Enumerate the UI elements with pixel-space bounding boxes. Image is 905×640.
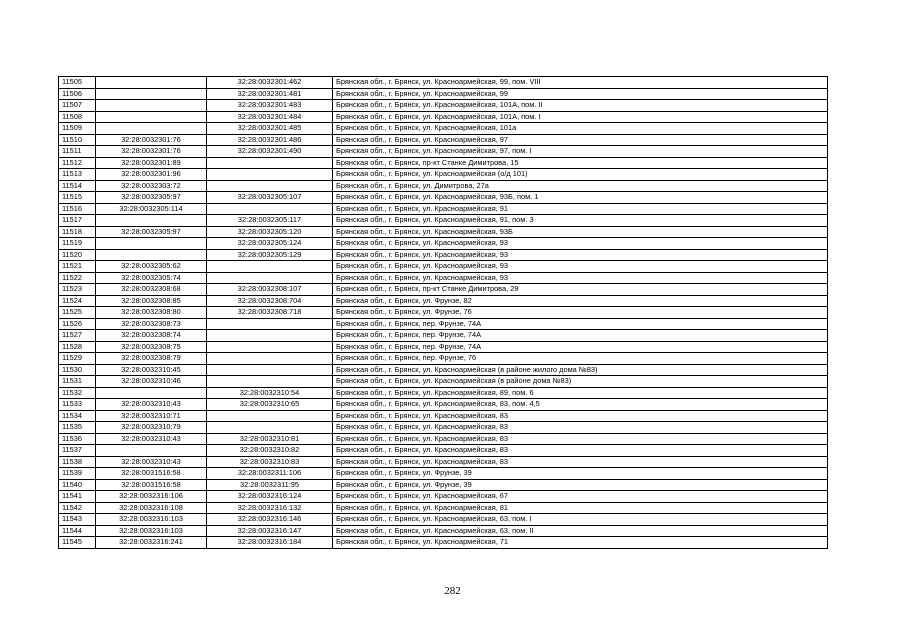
address-cell: Брянская обл., г. Брянск, пер. Фрунзе, 74А	[333, 330, 828, 342]
cadastral-parcel-cell: 32:28:0032301:76	[96, 146, 207, 158]
cadastral-parcel-cell: 32:28:0032310:45	[96, 364, 207, 376]
table-row	[59, 433, 828, 445]
cadastral-parcel-cell	[96, 238, 207, 250]
address-cell: Брянская обл., г. Брянск, ул. Красноармейская, 71	[333, 537, 828, 549]
cadastral-parcel-cell	[96, 215, 207, 227]
cadastral-parcel-cell: 32:28:0032305:97	[96, 192, 207, 204]
cadastral-object-cell: 32:28:0032305:120	[207, 226, 333, 238]
row-number-cell: 11516	[59, 203, 96, 215]
row-number-cell: 11506	[59, 88, 96, 100]
row-number-cell: 11519	[59, 238, 96, 250]
address-cell: Брянская обл., г. Брянск, ул. Димитрова, 27а	[333, 180, 828, 192]
table-row	[59, 330, 828, 342]
table-row	[59, 422, 828, 434]
cadastral-parcel-cell: 32:28:0032308:68	[96, 284, 207, 296]
row-number-cell: 11527	[59, 330, 96, 342]
cadastral-object-cell: 32:28:0032308:718	[207, 307, 333, 319]
cadastral-parcel-cell: 32:28:0032303:72	[96, 180, 207, 192]
table-row	[59, 157, 828, 169]
cadastral-parcel-cell	[96, 445, 207, 457]
table-row	[59, 456, 828, 468]
table-row	[59, 341, 828, 353]
address-cell: Брянская обл., г. Брянск, ул. Красноармейская, 93	[333, 261, 828, 273]
table-row	[59, 192, 828, 204]
page-number: 282	[444, 585, 461, 597]
table-row	[59, 445, 828, 457]
row-number-cell: 11534	[59, 410, 96, 422]
cadastral-object-cell	[207, 376, 333, 388]
cadastral-object-cell: 32:28:0032301:481	[207, 88, 333, 100]
address-cell: Брянская обл., г. Брянск, пер. Фрунзе, 74А	[333, 341, 828, 353]
row-number-cell: 11542	[59, 502, 96, 514]
table-row	[59, 502, 828, 514]
row-number-cell: 11543	[59, 514, 96, 526]
cadastral-parcel-cell: 32:28:0032310:71	[96, 410, 207, 422]
address-cell: Брянская обл., г. Брянск, ул. Красноармейская, 93	[333, 238, 828, 250]
cadastral-object-cell: 32:28:0032316:124	[207, 491, 333, 503]
cadastral-parcel-cell: 32:28:0032308:79	[96, 353, 207, 365]
row-number-cell: 11528	[59, 341, 96, 353]
table-row	[59, 123, 828, 135]
row-number-cell: 11523	[59, 284, 96, 296]
cadastral-object-cell	[207, 410, 333, 422]
address-cell: Брянская обл., г. Брянск, ул. Красноармейская, 81	[333, 502, 828, 514]
table-row	[59, 479, 828, 491]
cadastral-object-cell	[207, 341, 333, 353]
cadastral-object-cell: 32:28:0032310:81	[207, 433, 333, 445]
address-cell: Брянская обл., г. Брянск, ул. Красноармейская, 99	[333, 88, 828, 100]
table-row	[59, 249, 828, 261]
table-row	[59, 100, 828, 112]
address-cell: Брянская обл., г. Брянск, ул. Красноармейская, 101а	[333, 123, 828, 135]
row-number-cell: 11508	[59, 111, 96, 123]
cadastral-object-cell: 32:28:0032305:107	[207, 192, 333, 204]
cadastral-parcel-cell: 32:28:0032308:80	[96, 307, 207, 319]
cadastral-object-cell	[207, 364, 333, 376]
cadastral-object-cell	[207, 272, 333, 284]
cadastral-parcel-cell: 32:28:0032305:97	[96, 226, 207, 238]
row-number-cell: 11510	[59, 134, 96, 146]
cadastral-parcel-cell	[96, 88, 207, 100]
table-row	[59, 215, 828, 227]
cadastral-parcel-cell: 32:28:0032308:74	[96, 330, 207, 342]
address-cell: Брянская обл., г. Брянск, ул. Фрунзе, 82	[333, 295, 828, 307]
cadastral-object-cell	[207, 169, 333, 181]
table-row	[59, 77, 828, 89]
address-cell: Брянская обл., г. Брянск, ул. Красноармейская (в районе дома №83)	[333, 376, 828, 388]
cadastral-parcel-cell	[96, 387, 207, 399]
table-row	[59, 226, 828, 238]
row-number-cell: 11541	[59, 491, 96, 503]
cadastral-object-cell	[207, 180, 333, 192]
address-cell: Брянская обл., г. Брянск, ул. Красноармейская, 93	[333, 272, 828, 284]
address-cell: Брянская обл., г. Брянск, ул. Красноармейская (в районе жилого дома №83)	[333, 364, 828, 376]
cadastral-object-cell: 32:28:0032301:462	[207, 77, 333, 89]
address-cell: Брянская обл., г. Брянск, ул. Красноармейская, 97	[333, 134, 828, 146]
table-row	[59, 146, 828, 158]
address-cell: Брянская обл., г. Брянск, ул. Красноармейская, 101А, пом. II	[333, 100, 828, 112]
address-cell: Брянская обл., г. Брянск, ул. Красноармейская, 83	[333, 456, 828, 468]
address-cell: Брянская обл., г. Брянск, ул. Красноармейская, 83	[333, 445, 828, 457]
row-number-cell: 11536	[59, 433, 96, 445]
cadastral-object-cell	[207, 318, 333, 330]
cadastral-object-cell: 32:28:0032311:95	[207, 479, 333, 491]
row-number-cell: 11531	[59, 376, 96, 388]
table-row	[59, 537, 828, 549]
address-cell: Брянская обл., г. Брянск, ул. Фрунзе, 39	[333, 479, 828, 491]
address-cell: Брянская обл., г. Брянск, ул. Красноармейская, 97, пом. I	[333, 146, 828, 158]
row-number-cell: 11515	[59, 192, 96, 204]
table-row	[59, 376, 828, 388]
cadastral-object-cell: 32:28:0032316:146	[207, 514, 333, 526]
address-cell: Брянская обл., г. Брянск, ул. Красноармейская, 83	[333, 422, 828, 434]
address-cell: Брянская обл., г. Брянск, пр-кт Станке Димитрова, 15	[333, 157, 828, 169]
cadastral-object-cell	[207, 203, 333, 215]
cadastral-object-cell: 32:28:0032305:117	[207, 215, 333, 227]
cadastral-object-cell: 32:28:0032316:132	[207, 502, 333, 514]
address-cell: Брянская обл., г. Брянск, пер. Фрунзе, 74А	[333, 318, 828, 330]
table-row	[59, 410, 828, 422]
cadastral-parcel-cell: 32:28:0032316:241	[96, 537, 207, 549]
cadastral-object-cell: 32:28:0032310:65	[207, 399, 333, 411]
address-cell: Брянская обл., г. Брянск, ул. Красноармейская, 83	[333, 410, 828, 422]
cadastral-object-cell: 32:28:0032308:704	[207, 295, 333, 307]
address-cell: Брянская обл., г. Брянск, ул. Красноармейская, 93Б, пом. 1	[333, 192, 828, 204]
row-number-cell: 11520	[59, 249, 96, 261]
cadastral-object-cell: 32:28:0032310:83	[207, 456, 333, 468]
address-cell: Брянская обл., г. Брянск, ул. Красноармейская, 63, пом. II	[333, 525, 828, 537]
cadastral-object-cell	[207, 353, 333, 365]
cadastral-object-cell: 32:28:0032305:129	[207, 249, 333, 261]
table-row	[59, 169, 828, 181]
row-number-cell: 11512	[59, 157, 96, 169]
cadastral-object-cell	[207, 261, 333, 273]
cadastral-object-cell: 32:28:0032316:147	[207, 525, 333, 537]
row-number-cell: 11518	[59, 226, 96, 238]
cadastral-parcel-cell: 32:28:0031516:58	[96, 468, 207, 480]
cadastral-object-cell: 32:28:0032301:483	[207, 100, 333, 112]
cadastral-parcel-cell: 32:28:0032301:89	[96, 157, 207, 169]
row-number-cell: 11530	[59, 364, 96, 376]
cadastral-object-cell: 32:28:0032316:184	[207, 537, 333, 549]
row-number-cell: 11533	[59, 399, 96, 411]
cadastral-object-cell: 32:28:0032308:107	[207, 284, 333, 296]
cadastral-object-cell: 32:28:0032310:82	[207, 445, 333, 457]
cadastral-object-cell: 32:28:0032301:484	[207, 111, 333, 123]
cadastral-object-cell: 32:28:0032305:124	[207, 238, 333, 250]
table-row	[59, 134, 828, 146]
row-number-cell: 11539	[59, 468, 96, 480]
cadastral-parcel-cell: 32:28:0032316:108	[96, 502, 207, 514]
table-row	[59, 203, 828, 215]
cadastral-parcel-cell: 32:28:0032305:62	[96, 261, 207, 273]
cadastral-parcel-cell: 32:28:0032316:106	[96, 491, 207, 503]
table-row	[59, 491, 828, 503]
address-cell: Брянская обл., г. Брянск, пер. Фрунзе, 76	[333, 353, 828, 365]
address-cell: Брянская обл., г. Брянск, ул. Красноармейская (о/д 101)	[333, 169, 828, 181]
cadastral-object-cell: 32:28:0032301:486	[207, 134, 333, 146]
cadastral-parcel-cell: 32:28:0032305:114	[96, 203, 207, 215]
cadastral-parcel-cell: 32:28:0031516:58	[96, 479, 207, 491]
table-row	[59, 295, 828, 307]
table-row	[59, 514, 828, 526]
cadastral-object-cell: 32:28:0032311:106	[207, 468, 333, 480]
cadastral-parcel-cell	[96, 123, 207, 135]
table-row	[59, 284, 828, 296]
table-row	[59, 238, 828, 250]
table-row	[59, 468, 828, 480]
cadastral-parcel-cell: 32:28:0032308:85	[96, 295, 207, 307]
row-number-cell: 11517	[59, 215, 96, 227]
address-cell: Брянская обл., г. Брянск, ул. Красноармейская, 89, пом. 6	[333, 387, 828, 399]
address-cell: Брянская обл., г. Брянск, ул. Фрунзе, 39	[333, 468, 828, 480]
cadastral-parcel-cell	[96, 249, 207, 261]
cadastral-parcel-cell: 32:28:0032301:96	[96, 169, 207, 181]
cadastral-parcel-cell: 32:28:0032310:43	[96, 399, 207, 411]
row-number-cell: 11507	[59, 100, 96, 112]
cadastral-object-cell	[207, 157, 333, 169]
row-number-cell: 11522	[59, 272, 96, 284]
table-row	[59, 318, 828, 330]
row-number-cell: 11529	[59, 353, 96, 365]
row-number-cell: 11513	[59, 169, 96, 181]
cadastral-parcel-cell: 32:28:0032310:46	[96, 376, 207, 388]
row-number-cell: 11537	[59, 445, 96, 457]
table-row	[59, 364, 828, 376]
cadastral-parcel-cell: 32:28:0032308:75	[96, 341, 207, 353]
table-row	[59, 88, 828, 100]
cadastral-object-cell: 32:28:0032301:485	[207, 123, 333, 135]
cadastral-parcel-cell: 32:28:0032301:76	[96, 134, 207, 146]
table-row	[59, 353, 828, 365]
cadastral-object-cell	[207, 422, 333, 434]
address-cell: Брянская обл., г. Брянск, ул. Красноармейская, 63, пом. I	[333, 514, 828, 526]
row-number-cell: 11532	[59, 387, 96, 399]
records-table-body	[59, 77, 828, 549]
table-row	[59, 307, 828, 319]
table-row	[59, 261, 828, 273]
row-number-cell: 11544	[59, 525, 96, 537]
cadastral-parcel-cell	[96, 111, 207, 123]
row-number-cell: 11535	[59, 422, 96, 434]
address-cell: Брянская обл., г. Брянск, ул. Красноармейская, 93Б	[333, 226, 828, 238]
address-cell: Брянская обл., г. Брянск, ул. Красноармейская, 91, пом. 3	[333, 215, 828, 227]
cadastral-parcel-cell	[96, 100, 207, 112]
address-cell: Брянская обл., г. Брянск, ул. Красноармейская, 67	[333, 491, 828, 503]
cadastral-parcel-cell: 32:28:0032310:43	[96, 456, 207, 468]
address-cell: Брянская обл., г. Брянск, ул. Фрунзе, 76	[333, 307, 828, 319]
cadastral-parcel-cell: 32:28:0032308:73	[96, 318, 207, 330]
cadastral-parcel-cell	[96, 77, 207, 89]
cadastral-object-cell: 32:28:0032310:54	[207, 387, 333, 399]
table-row	[59, 399, 828, 411]
row-number-cell: 11525	[59, 307, 96, 319]
row-number-cell: 11524	[59, 295, 96, 307]
cadastral-parcel-cell: 32:28:0032316:103	[96, 525, 207, 537]
cadastral-parcel-cell: 32:28:0032310:43	[96, 433, 207, 445]
row-number-cell: 11545	[59, 537, 96, 549]
address-cell: Брянская обл., г. Брянск, ул. Красноармейская, 83	[333, 433, 828, 445]
address-cell: Брянская обл., г. Брянск, пр-кт Станке Димитрова, 29	[333, 284, 828, 296]
cadastral-parcel-cell: 32:28:0032305:74	[96, 272, 207, 284]
row-number-cell: 11511	[59, 146, 96, 158]
cadastral-object-cell: 32:28:0032301:490	[207, 146, 333, 158]
row-number-cell: 11521	[59, 261, 96, 273]
address-cell: Брянская обл., г. Брянск, ул. Красноармейская, 99, пом. VIII	[333, 77, 828, 89]
table-row	[59, 180, 828, 192]
row-number-cell: 11538	[59, 456, 96, 468]
row-number-cell: 11540	[59, 479, 96, 491]
cadastral-parcel-cell: 32:28:0032316:103	[96, 514, 207, 526]
row-number-cell: 11526	[59, 318, 96, 330]
row-number-cell: 11509	[59, 123, 96, 135]
address-cell: Брянская обл., г. Брянск, ул. Красноармейская, 91	[333, 203, 828, 215]
address-cell: Брянская обл., г. Брянск, ул. Красноармейская, 101А, пом. I	[333, 111, 828, 123]
cadastral-object-cell	[207, 330, 333, 342]
table-row	[59, 111, 828, 123]
cadastral-parcel-cell: 32:28:0032310:79	[96, 422, 207, 434]
address-cell: Брянская обл., г. Брянск, ул. Красноармейская, 83, пом. 4,5	[333, 399, 828, 411]
table-row	[59, 525, 828, 537]
table-row	[59, 272, 828, 284]
row-number-cell: 11514	[59, 180, 96, 192]
records-table	[58, 76, 828, 549]
table-row	[59, 387, 828, 399]
row-number-cell: 11505	[59, 77, 96, 89]
address-cell: Брянская обл., г. Брянск, ул. Красноармейская, 93	[333, 249, 828, 261]
